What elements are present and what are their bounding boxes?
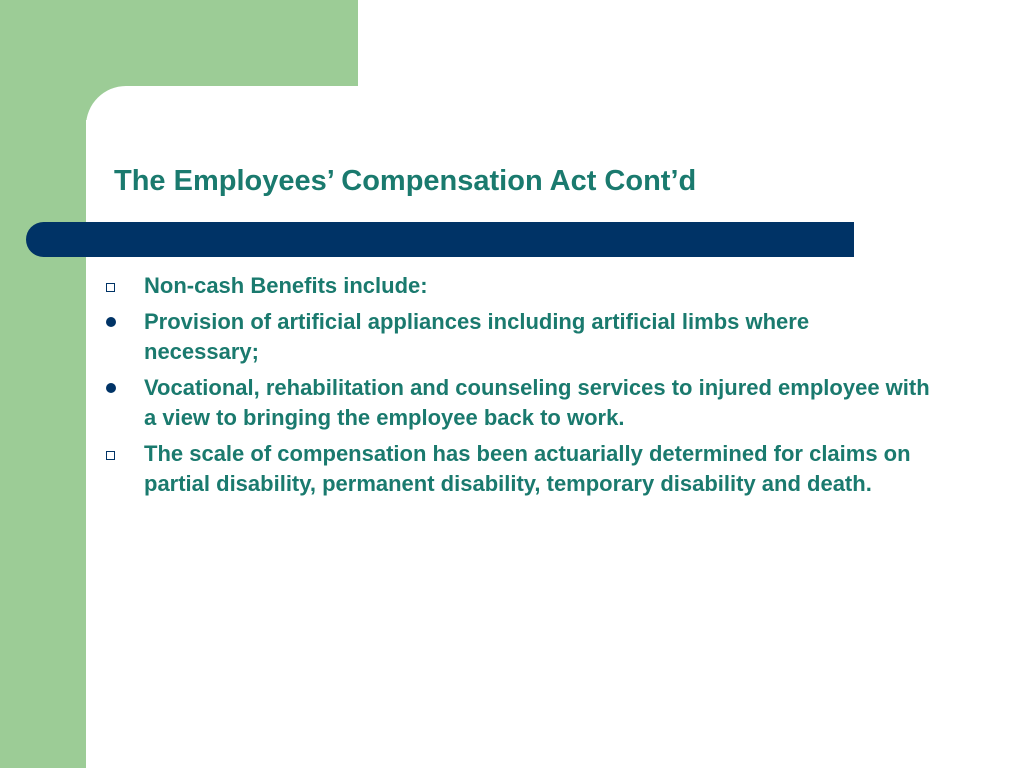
bullet-list [100, 271, 930, 505]
slide-title: The Employees’ Compensation Act Cont’d [114, 165, 697, 197]
bullet-text: Vocational, rehabilitation and counseling services to injured employee with a view to bringing the employee back to work. [144, 375, 930, 430]
dot-bullet-icon [100, 307, 120, 337]
bullet-item-vocational-services [100, 373, 930, 433]
dot-bullet-icon [100, 373, 120, 403]
bullet-item-artificial-appliances [100, 307, 930, 367]
decorative-green-left-strip [0, 0, 86, 768]
bullet-item-compensation-scale [100, 439, 930, 499]
bullet-item-non-cash-benefits [100, 271, 930, 301]
square-bullet-icon [100, 439, 120, 469]
bullet-text: Non-cash Benefits include: [144, 273, 428, 298]
square-bullet-icon [100, 271, 120, 301]
decorative-title-bar [26, 222, 854, 257]
bullet-text: The scale of compensation has been actuarially determined for claims on partial disability, permanent disability, temporary disability and death. [144, 441, 911, 496]
bullet-text: Provision of artificial appliances including artificial limbs where necessary; [144, 309, 810, 364]
